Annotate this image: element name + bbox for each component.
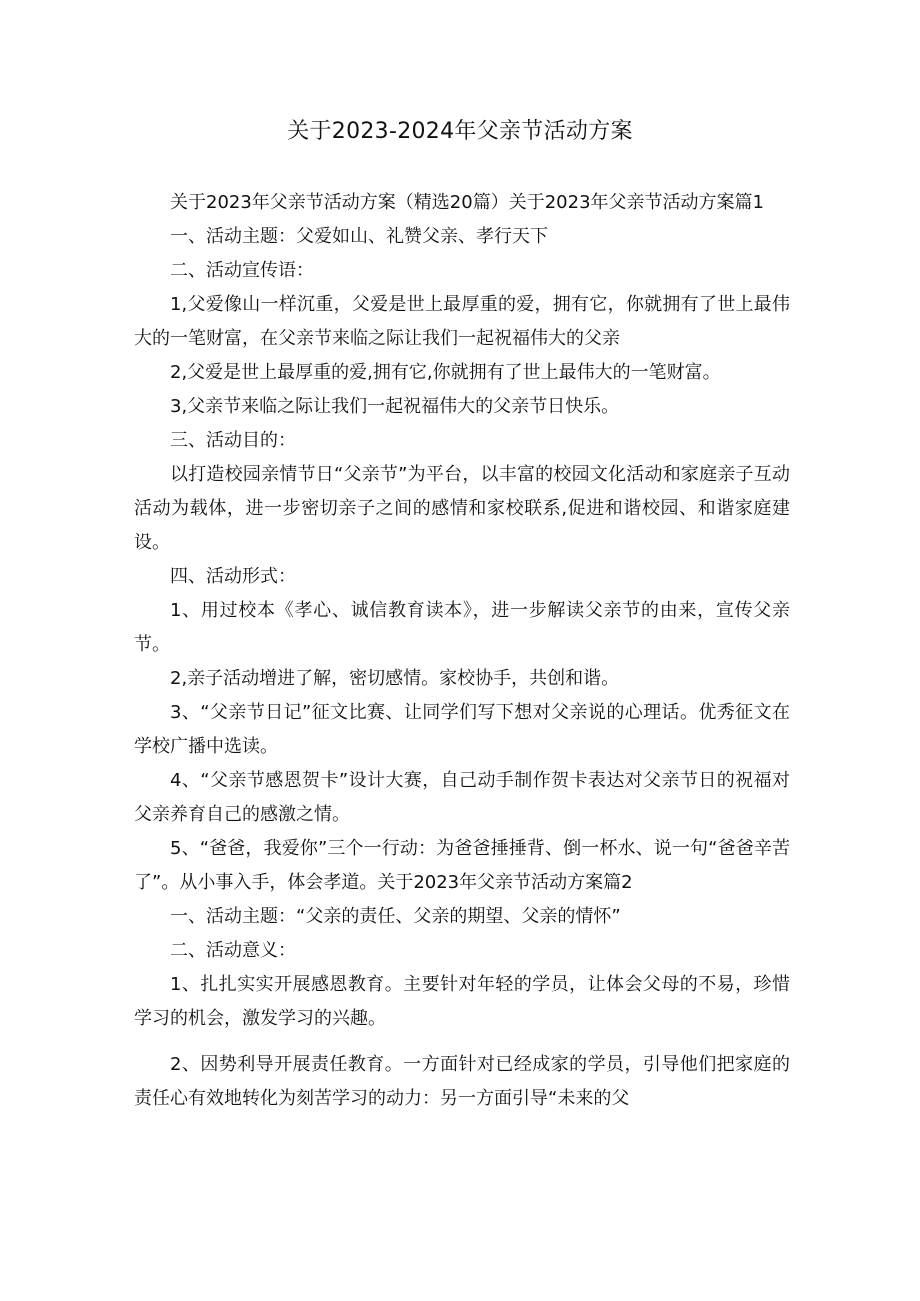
paragraph-form-2: 2,亲子活动增进了解，密切感情。家校协手，共创和谐。	[170, 668, 620, 689]
paragraph-meaning-heading: 二、活动意义：	[170, 940, 296, 961]
paragraph-theme-1: 一、活动主题：父爱如山、礼赞父亲、孝行天下	[170, 226, 548, 247]
paragraph-slogan-3: 3,父亲节来临之际让我们一起祝福伟大的父亲节日快乐。	[170, 396, 620, 417]
paragraph-meaning-1: 1、扎扎实实开展感恩教育。主要针对年轻的学员，让体会父母的不易，珍惜学习的机会，激发学习的兴趣。	[134, 974, 790, 1029]
paragraph-meaning-2: 2、因势利导开展责任教育。一方面针对已经成家的学员，引导他们把家庭的责任心有效地转化为刻苦学习的动力：另一方面引导“未来的父	[134, 1054, 790, 1109]
paragraph-intro: 关于2023年父亲节活动方案（精选20篇）关于2023年父亲节活动方案篇1	[170, 192, 764, 213]
paragraph-purpose: 以打造校园亲情节日“父亲节”为平台，以丰富的校园文化活动和家庭亲子互动活动为载体，进一步密切亲子之间的感情和家校联系,促进和谐校园、和谐家庭建设。	[134, 464, 790, 553]
paragraph-slogan-2: 2,父爱是世上最厚重的爱,拥有它,你就拥有了世上最伟大的一笔财富。	[170, 362, 721, 383]
paragraph-purpose-heading: 三、活动目的：	[170, 430, 296, 451]
paragraph-form-heading: 四、活动形式：	[170, 566, 296, 587]
paragraph-theme-2: 一、活动主题：“父亲的责任、父亲的期望、父亲的情怀”	[170, 906, 621, 927]
paragraph-slogan-heading: 二、活动宣传语：	[170, 260, 314, 281]
paragraph-form-3: 3、“父亲节日记”征文比赛、让同学们写下想对父亲说的心理话。优秀征文在学校广播中选读。	[134, 702, 790, 757]
document-title: 关于2023-2024年父亲节活动方案	[287, 119, 633, 144]
paragraph-form-1: 1、用过校本《孝心、诚信教育读本》，进一步解读父亲节的由来，宣传父亲节。	[134, 600, 790, 655]
paragraph-form-4: 4、“父亲节感恩贺卡”设计大赛，自己动手制作贺卡表达对父亲节日的祝福对父亲养育自己的感激之情。	[134, 770, 790, 825]
paragraph-slogan-1: 1,父爱像山一样沉重，父爱是世上最厚重的爱，拥有它，你就拥有了世上最伟大的一笔财富，在父亲节来临之际让我们一起祝福伟大的父亲	[134, 294, 790, 349]
paragraph-form-5: 5、“爸爸，我爱你”三个一行动：为爸爸捶捶背、倒一杯水、说一句“爸爸辛苦了”。从小事入手，体会孝道。关于2023年父亲节活动方案篇2	[134, 838, 790, 893]
document-body	[134, 186, 790, 1116]
